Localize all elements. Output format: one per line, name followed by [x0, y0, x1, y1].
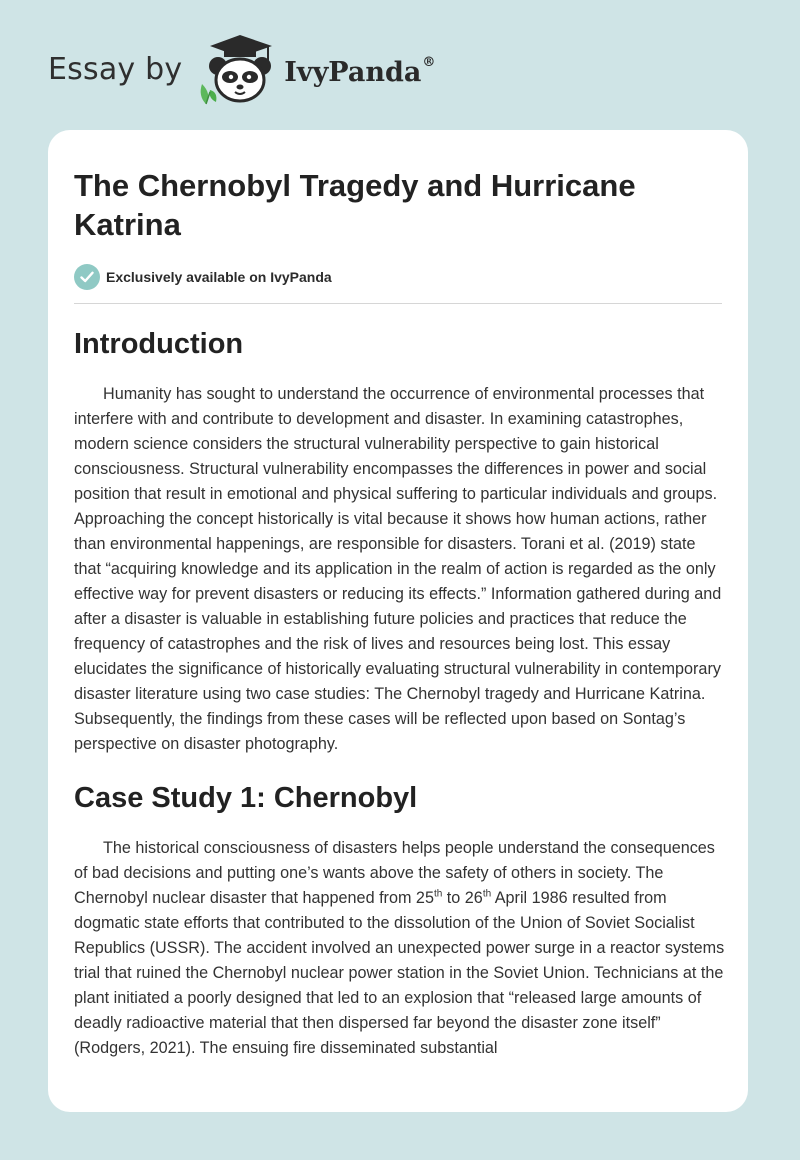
exclusive-badge [74, 264, 722, 290]
section-heading-case-study-1: Case Study 1: Chernobyl [74, 782, 418, 814]
check-circle-icon [74, 264, 100, 290]
essay-title: The Chernobyl Tragedy and Hurricane Katrina [74, 168, 636, 242]
essay-card [48, 130, 748, 1112]
exclusive-badge-text: Exclusively available on IvyPanda [106, 269, 332, 285]
registered-mark: ® [422, 54, 436, 70]
panda-graduate-icon[interactable] [196, 32, 284, 111]
section-heading-introduction: Introduction [74, 328, 244, 360]
divider [74, 303, 722, 304]
essay-by-label: Essay by [48, 51, 183, 87]
brand-name[interactable]: IvyPanda® [284, 54, 436, 88]
site-header [48, 34, 435, 108]
paragraph-introduction: Humanity has sought to understand the occurrence of environmental processes that interfere with and contribute to development and disaster. In examining catastrophes, modern science considers the structural vulnerability perspective to gain historical consciousness. Structural vulnerability encompasses the differences in power and social position that result in emotional and physical suffering to particular individuals and groups. Approaching the concept historically is vital because it shows how human actions, rather than environmental happenings, are responsible for disasters. Torani et al. (2019) state that “acquiring knowledge and its application in the realm of action is regarded as the only effective way for prevent disasters or reducing its effects.” Information gathered during and after a disaster is valuable in establishing future policies and practices that reduce the frequency of catastrophes and the risk of lives and resources being lost. This essay elucidates the significance of historically evaluating structural vulnerability in contemporary disaster literature using two case studies: The Chernobyl tragedy and Hurricane Katrina. Subsequently, the findings from these cases will be reflected upon based on Sontag’s perspective on disaster photography. [74, 385, 722, 753]
paragraph-case-study-1: The historical consciousness of disasters helps people understand the consequences of bad decisions and putting one’s wants above the safety of others in society. The Chernobyl nuclear disaster that happened from 25th to 26th April 1986 resulted from dogmatic state efforts that contributed to the dissolution of the Union of Soviet Socialist Republics (USSR). The accident involved an unexpected power surge in a reactor systems trial that ruined the Chernobyl nuclear power station in the Soviet Union. Technicians at the plant initiated a poorly designed that led to an explosion that “released large amounts of deadly radioactive material that then dispersed far beyond the disaster zone itself” (Rodgers, 2021). The ensuing fire disseminated substantial [74, 839, 725, 1057]
